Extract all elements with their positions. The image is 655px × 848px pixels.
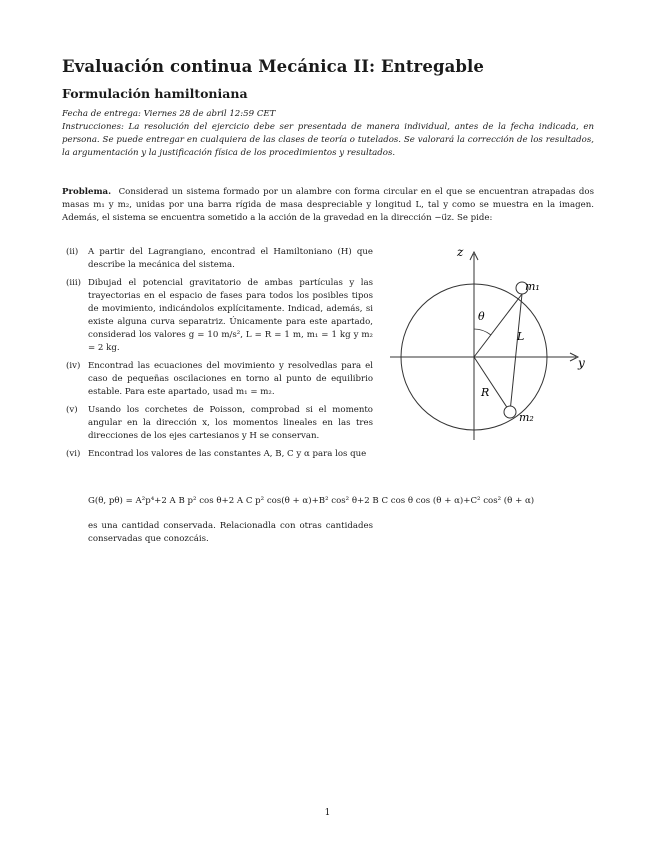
circle-diagram (370, 240, 600, 450)
due-date: Fecha de entrega: Viernes 28 de abril 12:59 CET (62, 109, 276, 119)
radius-label: R (481, 386, 490, 399)
mass-m2 (504, 406, 516, 418)
theta-arc (474, 329, 491, 335)
question-number: (ii) (66, 247, 79, 257)
y-label: y (578, 356, 585, 370)
length-label: L (517, 330, 525, 343)
question-text: A partir del Lagrangiano, encontrad el Hamiltoniano (H) que describe la mecánica del sistema. (88, 247, 373, 270)
radius-to-m2 (474, 357, 510, 412)
question-item (62, 246, 373, 272)
formula-continuation: es una cantidad conservada. Relacionadla con otras cantidades conservadas que conozcáis. (88, 521, 373, 544)
question-text: Usando los corchetes de Poisson, comprobad si el momento angular en la dirección x, los momentos lineales en las tres direcciones de los ejes cartesianos y H se conservan. (88, 405, 373, 441)
page-number: 1 (324, 808, 331, 818)
question-number: (iv) (66, 361, 81, 371)
section-title: Formulación hamiltoniana (62, 86, 248, 101)
z-label: z (457, 245, 464, 259)
m2-label: m₂ (519, 411, 534, 424)
problem-text: Considerad un sistema formado por un alambre con forma circular en el que se encuentran atrapadas dos masas m₁ y m₂, unidas por una barra rígida de masa despreciable y longitud L, tal y como se muestra en la imagen. Además, el sistema se encuentra sometido a la acción de la gravedad en la dirección −u⃗z. Se pide: (62, 187, 594, 223)
question-number: (v) (66, 405, 78, 415)
question-text: Dibujad el potencial gravitatorio de ambas partículas y las trayectorias en el espacio de fases para todos los posibles tipos de movimiento, indicándolos explícitamente. Indicad, además, si existe alguna curva separatriz. Únicamente para este apartado, considerad los valores g = 10 m/s², L = R = 1 m, m₁ = 1 kg y m₂ = 2 kg. (88, 278, 373, 353)
problem-label: Problema. (62, 187, 112, 197)
rigid-bar (510, 294, 525, 412)
question-text: Encontrad los valores de las constantes A, B, C y α para los que (88, 449, 367, 459)
radius-to-m1 (474, 294, 525, 357)
question-list (62, 246, 373, 466)
theta-label: θ (478, 310, 485, 323)
question-item (62, 448, 373, 461)
conserved-quantity-formula: G(θ, pθ) = A²p⁴+2 A B p² cos θ+2 A C p² cos(θ + α)+B² cos² θ+2 B C cos θ cos (θ + α)+C² cos² (θ + α) (88, 496, 535, 506)
page-title: Evaluación continua Mecánica II: Entregable (62, 57, 484, 76)
question-item (62, 277, 373, 355)
problem-statement (62, 186, 594, 225)
question-item (62, 360, 373, 399)
m1-label: m₁ (525, 280, 540, 293)
question-text: Encontrad las ecuaciones del movimiento y resolvedlas para el caso de pequeñas oscilaciones en torno al punto de equilibrio estable. Para este apartado, usad m₁ = m₂. (88, 361, 373, 397)
question-number: (iii) (66, 278, 81, 288)
question-item (62, 404, 373, 443)
question-number: (vi) (66, 449, 81, 459)
instructions: Instrucciones: La resolución del ejercicio debe ser presentada de manera individual, antes de la fecha indicada, en persona. Se puede entregar en cualquiera de las clases de teoría o tutelados. Se valorará la corrección de los resultados, la argumentación y la justificación física de los procedimientos y resultados. (62, 122, 594, 158)
